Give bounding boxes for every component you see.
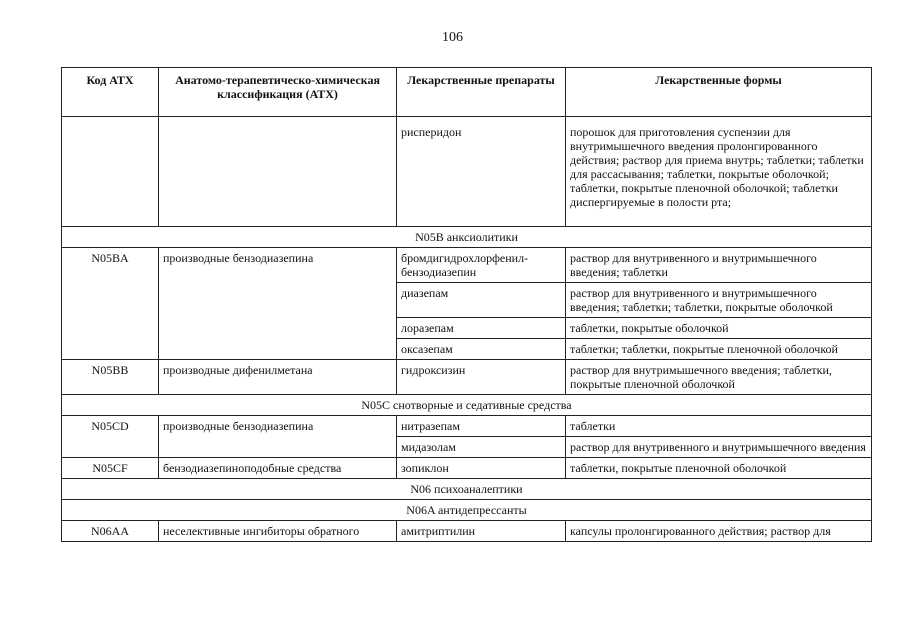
- table-row: [62, 248, 872, 283]
- page-number: 106: [442, 30, 463, 45]
- drug-cell: зопиклон: [397, 458, 566, 479]
- table-row: [62, 521, 872, 542]
- classification-cell: производные бензодиазепина: [159, 416, 397, 458]
- header-drugs: Лекарственные препараты: [397, 68, 566, 117]
- drug-cell: диазепам: [397, 283, 566, 318]
- table-row: [62, 416, 872, 437]
- drug-cell: оксазепам: [397, 339, 566, 360]
- forms-cell: порошок для приготовления суспензии для внутримышечного введения пролонгированного действия; раствор для приема внутрь; таблетки; таблетки для рассасывания; таблетки, покрытые оболочкой; таблетки, покрытые пленочной оболочкой; таблетки диспергируемые в полости рта;: [566, 117, 872, 227]
- classification-cell: [159, 117, 397, 227]
- code-cell: N05BB: [62, 360, 159, 395]
- forms-cell: таблетки, покрытые оболочкой: [566, 318, 872, 339]
- table-row: [62, 117, 872, 227]
- classification-cell: производные дифенилметана: [159, 360, 397, 395]
- code-cell: N05BA: [62, 248, 159, 360]
- code-cell: [62, 117, 159, 227]
- drug-cell: бромдигидрохлорфенил-бензодиазепин: [397, 248, 566, 283]
- classification-cell: неселективные ингибиторы обратного: [159, 521, 397, 542]
- forms-cell: таблетки; таблетки, покрытые пленочной оболочкой: [566, 339, 872, 360]
- table-row: [62, 458, 872, 479]
- forms-cell: раствор для внутривенного и внутримышечного введения: [566, 437, 872, 458]
- code-cell: N05CF: [62, 458, 159, 479]
- forms-cell: раствор для внутримышечного введения; таблетки, покрытые пленочной оболочкой: [566, 360, 872, 395]
- forms-cell: раствор для внутривенного и внутримышечного введения; таблетки; таблетки, покрытые оболочкой: [566, 283, 872, 318]
- header-forms: Лекарственные формы: [566, 68, 872, 117]
- drug-table: [61, 67, 872, 542]
- section-title: N05B анксиолитики: [62, 227, 872, 248]
- section-row: [62, 500, 872, 521]
- drug-cell: мидазолам: [397, 437, 566, 458]
- drug-cell: лоразепам: [397, 318, 566, 339]
- classification-cell: производные бензодиазепина: [159, 248, 397, 360]
- section-title: N05C снотворные и седативные средства: [62, 395, 872, 416]
- forms-cell: таблетки, покрытые пленочной оболочкой: [566, 458, 872, 479]
- drug-cell: амитриптилин: [397, 521, 566, 542]
- header-code: Код АТХ: [62, 68, 159, 117]
- table-header-row: [62, 68, 872, 117]
- header-classification: Анатомо-терапевтическо-химическая классификация (АТХ): [159, 68, 397, 117]
- drug-cell: рисперидон: [397, 117, 566, 227]
- classification-cell: бензодиазепиноподобные средства: [159, 458, 397, 479]
- forms-cell: таблетки: [566, 416, 872, 437]
- section-row: [62, 227, 872, 248]
- forms-cell: раствор для внутривенного и внутримышечного введения; таблетки: [566, 248, 872, 283]
- table-row: [62, 360, 872, 395]
- forms-cell: капсулы пролонгированного действия; раствор для: [566, 521, 872, 542]
- section-title: N06 психоаналептики: [62, 479, 872, 500]
- drug-cell: нитразепам: [397, 416, 566, 437]
- drug-cell: гидроксизин: [397, 360, 566, 395]
- section-title: N06A антидепрессанты: [62, 500, 872, 521]
- code-cell: N05CD: [62, 416, 159, 458]
- section-row: [62, 479, 872, 500]
- section-row: [62, 395, 872, 416]
- code-cell: N06AA: [62, 521, 159, 542]
